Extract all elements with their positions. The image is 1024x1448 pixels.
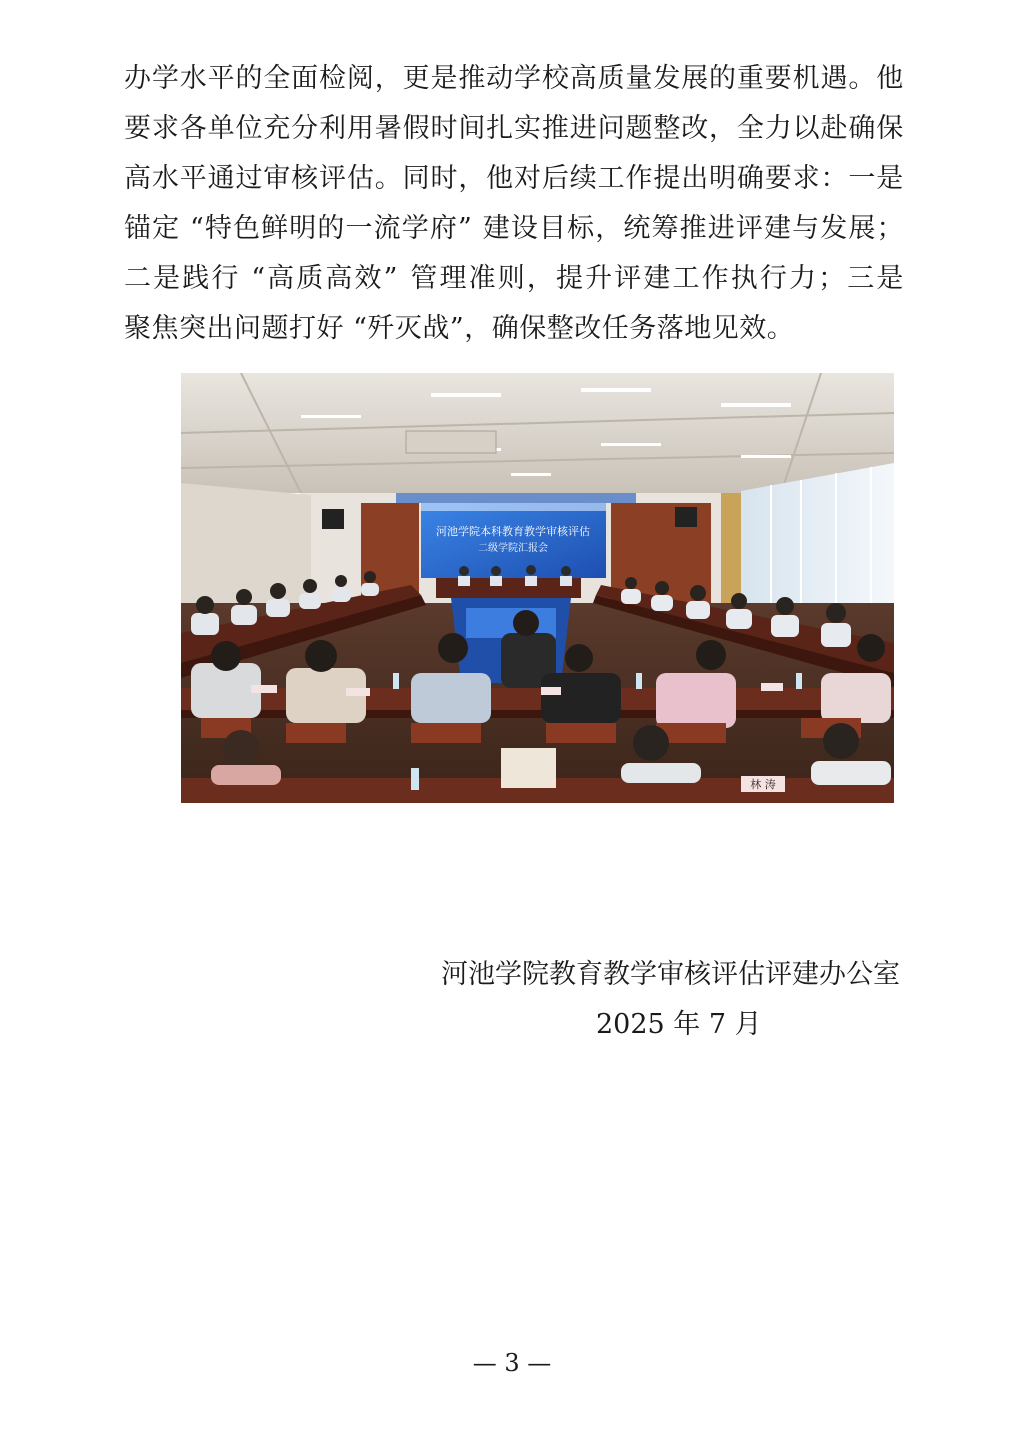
head-table (436, 578, 581, 598)
body-line-2: 要 求 各 单 位 充 分 利 用 暑 假 时 间 扎 实 推 进 问 题 整 改 ， 全 力 以 赴 确 保 (124, 113, 904, 144)
front-nameplate: 林 涛 (750, 778, 776, 791)
body-line-3: 高 水 平 通 过 审 核 评 估 。 同 时 ， 他 对 后 续 工 作 提 出 明 确 要 求 ： 一 是 (124, 163, 904, 194)
issue-date: 2025 年 7 月 (596, 1009, 762, 1040)
projection-screen (421, 503, 606, 578)
speaker-right (675, 507, 697, 527)
speaker-left (322, 509, 344, 529)
issuing-office: 河池学院教育教学审核评估评建办公室 (441, 959, 900, 990)
screen-title-2: 二级学院汇报会 (478, 543, 548, 554)
body-line-4: 锚 定 “ 特 色 鲜 明 的 一 流 学 府 ” 建 设 目 标 ， 统 筹 推 进 评 建 与 发 展 ； (124, 213, 904, 244)
page-number: — 3 — (472, 1349, 552, 1377)
air-vent (406, 431, 496, 453)
body-paragraph (124, 54, 904, 354)
signature-block (420, 950, 900, 1040)
meeting-photo (181, 373, 894, 803)
body-line-5: 二 是 践 行 “ 高 质 高 效 ” 管 理 准 则 ， 提 升 评 建 工 作 执 行 力 ； 三 是 (124, 263, 904, 294)
body-line-1: 办 学 水 平 的 全 面 检 阅 ， 更 是 推 动 学 校 高 质 量 发 展 的 重 要 机 遇 。 他 (124, 63, 904, 94)
body-line-6: 聚焦突出问题打好 “歼灭战”，确保整改任务落地见效。 (124, 313, 795, 344)
screen-title-1: 河池学院本科教育教学审核评估 (436, 525, 590, 538)
